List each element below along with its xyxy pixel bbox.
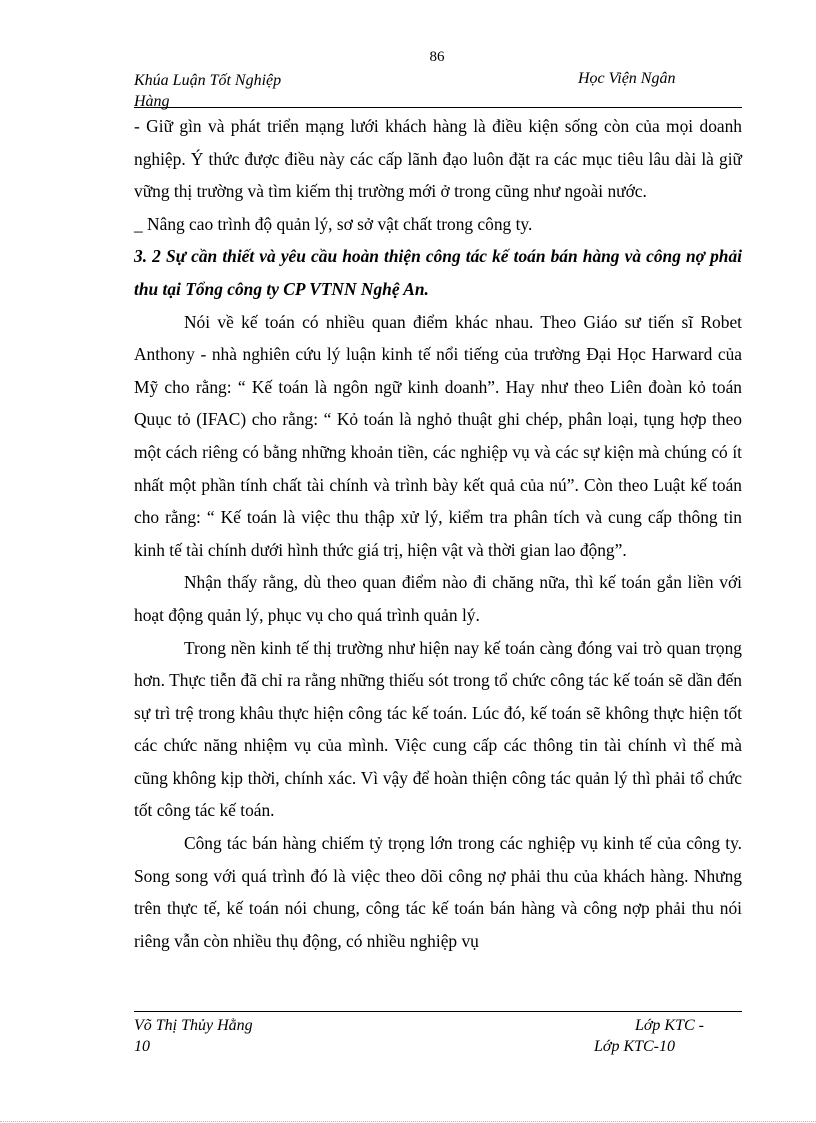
footer-rule <box>134 1011 742 1012</box>
footer-author: Võ Thị Thủy Hằng <box>134 1017 253 1034</box>
page-edge-dotted-line <box>0 1121 816 1122</box>
footer-class: Lớp KTC - <box>634 1017 704 1034</box>
header-rule <box>134 107 742 108</box>
paragraph-5: Trong nền kinh tế thị trường như hiện nay kế toán càng đóng vai trò quan trọng hơn. Thực tiễn đã chỉ ra rằng những thiếu sót trong tổ chức công tác kế toán sẽ dần đến sự trì trệ trong khâu thực hiện công tác kế toán. Lúc đó, kế toán sẽ không thực hiện tốt các chức năng nhiệm vụ của mình. Việc cung cấp các thông tin tài chính vì thế mà cũng không kịp thời, chính xác. Vì vậy để hoàn thiện công tác quản lý thì phải tổ chức tốt công tác kế toán. <box>134 637 742 821</box>
paragraph-3: Nói về kế toán có nhiều quan điểm khác nhau. Theo Giáo sư tiến sĩ Robet Anthony - nhà nghiên cứu lý luận kinh tế nổi tiếng của trường Đại Học Harward của Mỹ cho rằng: “ Kế toán là ngôn ngữ kinh doanh”. Hay như theo Liên đoàn kỏ toán Quục tỏ (IFAC) cho rằng: “ Kỏ toán là nghỏ thuật ghi chép, phân loại, tụng hợp theo một cách riêng có bằng những khoản tiền, các nghiệp vụ và các sự kiện mà chúng có ít nhất một phần tính chất tài chính và trình bày kết quả của nú”. Còn theo Luật kế toán cho rằng: “ Kế toán là việc thu thập xử lý, kiểm tra phân tích và cung cấp thông tin kinh tế tài chính dưới hình thức giá trị, hiện vật và thời gian lao động”. <box>134 311 742 560</box>
page-number: 86 <box>429 49 445 65</box>
header-left-line2: Hàng <box>134 93 170 110</box>
paragraph-4: Nhận thấy rằng, dù theo quan điểm nào đi chăng nữa, thì kế toán gắn liền với hoạt động quản lý, phục vụ cho quá trình quản lý. <box>134 572 742 625</box>
paragraph-6: Công tác bán hàng chiếm tỷ trọng lớn trong các nghiệp vụ kinh tế của công ty. Song song với quá trình đó là việc theo dõi công nợ phải thu của khách hàng. Nhưng trên thực tế, kế toán nói chung, công tác kế toán bán hàng và công nợp phải thu nói riêng vẫn còn nhiều thụ động, có nhiều nghiệp vụ <box>134 833 742 951</box>
footer-author-cont: 10 <box>134 1038 150 1055</box>
header-right: Học Viện Ngân <box>578 70 676 87</box>
header-left <box>134 70 334 112</box>
paragraph-2: _ Nâng cao trình độ quản lý, sơ sở vật chất trong công ty. <box>134 213 533 234</box>
footer-right <box>580 1015 710 1057</box>
section-heading: 3. 2 Sự cần thiết và yêu cầu hoàn thiện công tác kế toán bán hàng và công nợ phải thu tại Tổng công ty CP VTNN Nghệ An. <box>134 246 742 299</box>
body-text <box>134 110 742 957</box>
header-left-line1: Khúa Luận Tốt Nghiệp <box>134 72 282 89</box>
footer-left <box>134 1015 253 1057</box>
footer-class-cont: Lớp KTC-10 <box>594 1038 676 1055</box>
paragraph-1: - Giữ gìn và phát triển mạng lưới khách hàng là điều kiện sống còn của mọi doanh nghiệp. Ý thức được điều này các cấp lãnh đạo luôn đặt ra các mục tiêu lâu dài là giữ vững thị trường và tìm kiếm thị trường mới ở trong cũng như ngoài nước. <box>134 116 742 202</box>
